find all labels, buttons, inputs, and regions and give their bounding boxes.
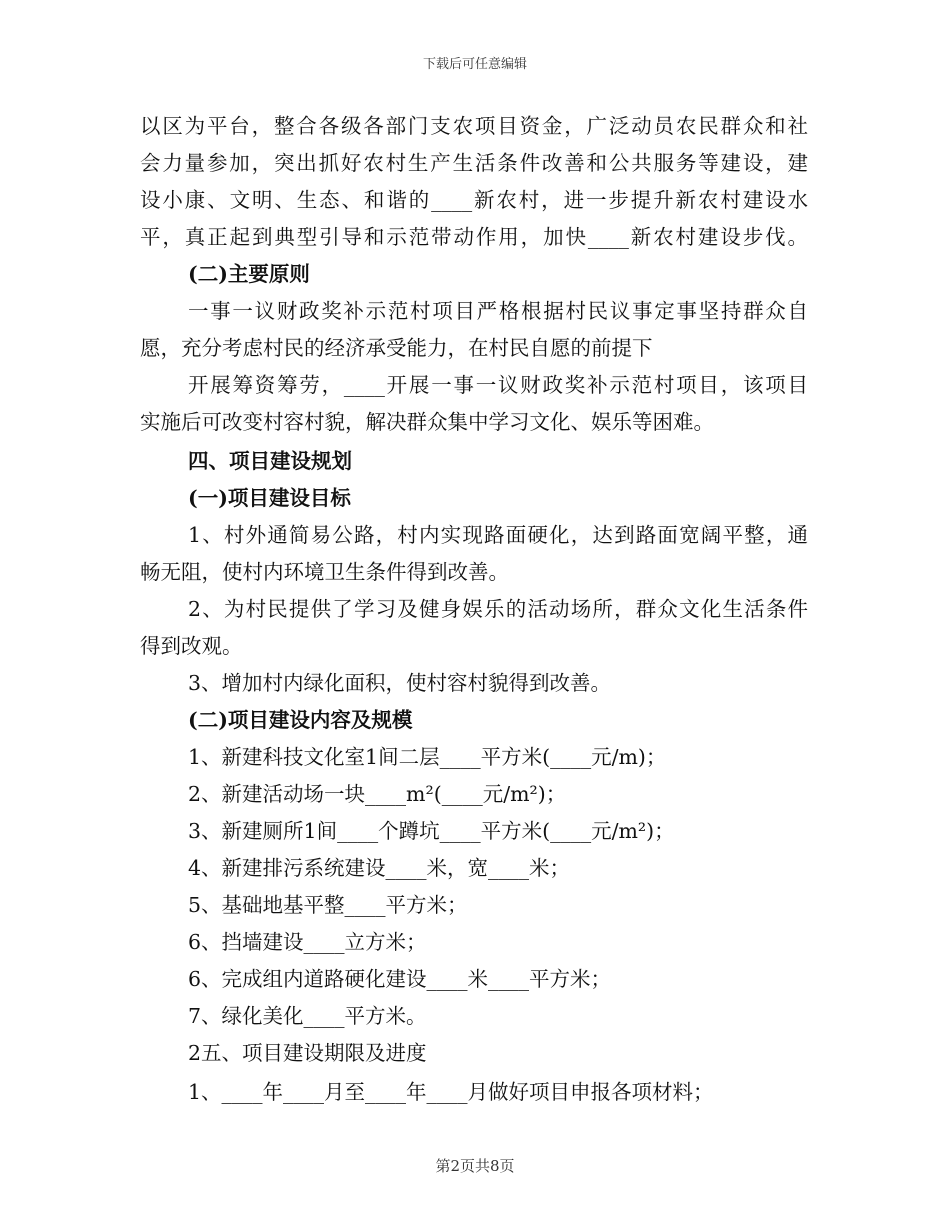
section-heading: 2五、项目建设期限及进度	[188, 1041, 427, 1065]
paragraph-line: 2、为村民提供了学习及健身娱乐的活动场所，群众文化生活条件	[188, 597, 808, 621]
section-heading: 四、项目建设规划	[188, 449, 352, 473]
list-item: 6、完成组内道路硬化建设____米____平方米；	[188, 967, 612, 991]
paragraph-line: 畅无阻，使村内环境卫生条件得到改善。	[140, 560, 509, 584]
paragraph-line: 一事一议财政奖补示范村项目严格根据村民议事定事坚持群众自	[188, 299, 808, 323]
list-item: 4、新建排污系统建设____米，宽____米；	[188, 856, 571, 880]
section-heading: (二)主要原则	[188, 262, 310, 286]
list-item: 3、新建厕所1间____个蹲坑____平方米(____元/m²)；	[188, 819, 675, 843]
list-item: 2、新建活动场一块____m²(____元/m²)；	[188, 782, 567, 806]
list-item: 1、新建科技文化室1间二层____平方米(____元/m)；	[188, 745, 667, 769]
paragraph-line: 设小康、文明、生态、和谐的____新农村，进一步提升新农村建设水	[140, 188, 808, 212]
paragraph-line: 3、增加村内绿化面积，使村容村貌得到改善。	[188, 671, 612, 695]
paragraph-line: 1、村外通简易公路，村内实现路面硬化，达到路面宽阔平整，通	[188, 523, 808, 547]
list-item: 7、绿化美化____平方米。	[188, 1004, 427, 1028]
paragraph-line: 以区为平台，整合各级各部门支农项目资金，广泛动员农民群众和社	[140, 114, 808, 138]
paragraph-line: 愿，充分考虑村民的经济承受能力，在村民自愿的前提下	[140, 336, 653, 360]
list-item: 1、____年____月至____年____月做好项目申报各项材料；	[188, 1080, 714, 1104]
paragraph-line: 开展筹资筹劳，____开展一事一议财政奖补示范村项目，该项目	[188, 373, 808, 397]
section-heading: (二)项目建设内容及规模	[188, 708, 413, 732]
section-heading: (一)项目建设目标	[188, 486, 351, 510]
page-footer: 第2页共8页	[435, 1157, 515, 1175]
paragraph-line: 会力量参加，突出抓好农村生产生活条件改善和公共服务等建设，建	[140, 151, 808, 175]
list-item: 6、挡墙建设____立方米；	[188, 930, 427, 954]
list-item: 5、基础地基平整____平方米；	[188, 893, 468, 917]
paragraph-line: 实施后可改变村容村貌，解决群众集中学习文化、娱乐等困难。	[140, 410, 714, 434]
paragraph-line: 得到改观。	[140, 634, 243, 658]
paragraph-line: 平，真正起到典型引导和示范带动作用，加快____新农村建设步伐。	[140, 225, 808, 249]
page-header: 下载后可任意编辑	[422, 57, 527, 72]
